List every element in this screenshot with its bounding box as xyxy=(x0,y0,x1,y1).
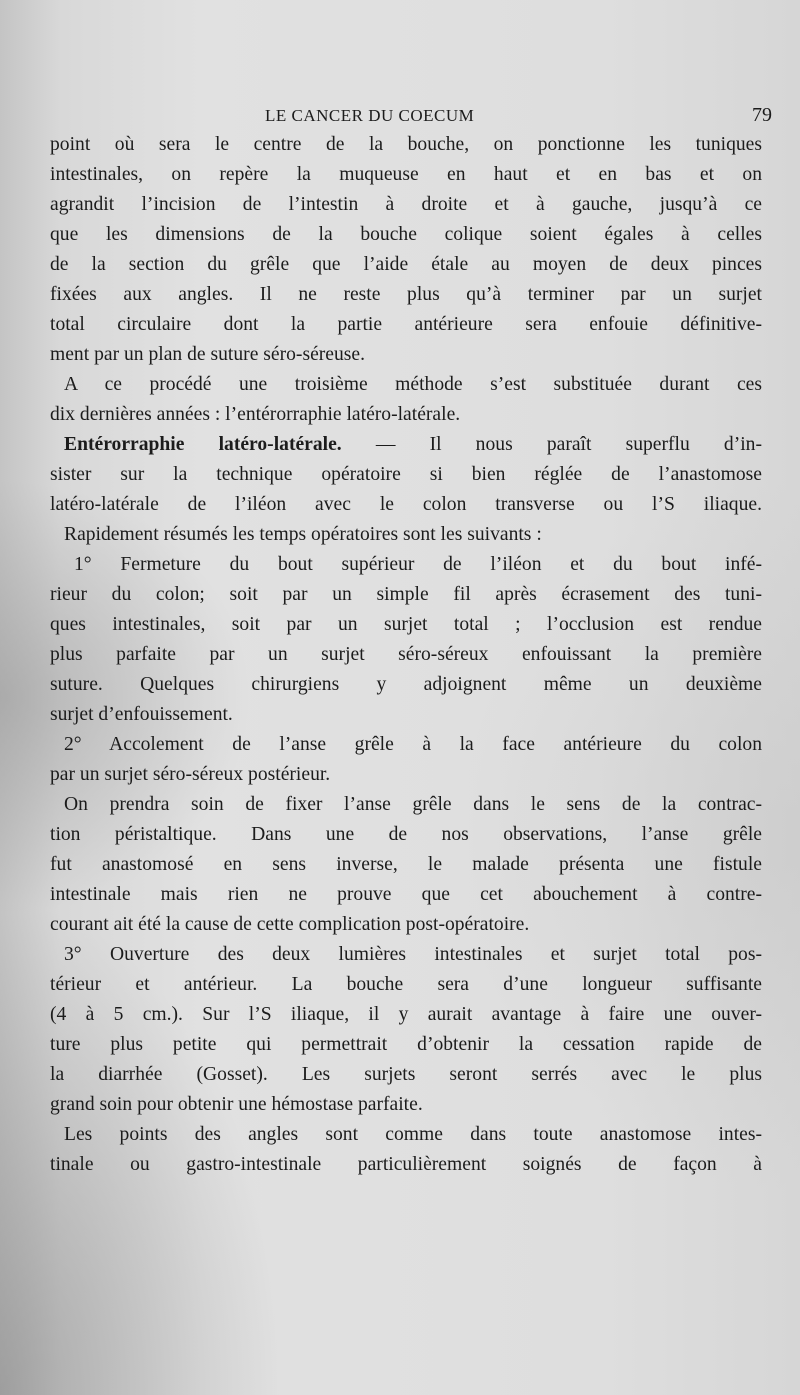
text-line: surjet d’enfouissement. xyxy=(50,704,233,725)
text-line: de la section du grêle que l’aide étale au moyen de deux pinces xyxy=(50,254,762,275)
text-line: la diarrhée (Gosset). Les surjets seront serrés avec le plus xyxy=(50,1064,762,1085)
text-line: grand soin pour obtenir une hémostase parfaite. xyxy=(50,1094,423,1115)
page-number: 79 xyxy=(752,104,772,126)
text-line: sister sur la technique opératoire si bien réglée de l’anastomose xyxy=(50,464,762,485)
text-line: Rapidement résumés les temps opératoires sont les suivants : xyxy=(64,524,542,545)
running-head-title: LE CANCER DU COECUM xyxy=(265,106,475,125)
text-line: (4 à 5 cm.). Sur l’S iliaque, il y aurait avantage à faire une ouver- xyxy=(50,1004,762,1025)
text-line: fut anastomosé en sens inverse, le malade présenta une fistule xyxy=(50,854,762,875)
text-line: dix dernières années : l’entérorraphie latéro-latérale. xyxy=(50,404,461,425)
text-line: ment par un plan de suture séro-séreuse. xyxy=(50,344,366,365)
section-heading: Entérorraphie latéro-latérale. xyxy=(64,434,342,455)
body-text xyxy=(50,130,762,1180)
text-line: total circulaire dont la partie antérieure sera enfouie définitive- xyxy=(50,314,762,335)
text-line: par un surjet séro-séreux postérieur. xyxy=(50,764,331,785)
text-line: tion péristaltique. Dans une de nos observations, l’anse grêle xyxy=(50,824,762,845)
text-line: agrandit l’incision de l’intestin à droite et à gauche, jusqu’à ce xyxy=(50,194,762,215)
text-line: point où sera le centre de la bouche, on ponctionne les tuniques xyxy=(50,134,762,155)
text-line: courant ait été la cause de cette complication post-opératoire. xyxy=(50,914,530,935)
text-line: Les points des angles sont comme dans toute anastomose intes- xyxy=(64,1124,762,1145)
text-line: 2° Accolement de l’anse grêle à la face antérieure du colon xyxy=(64,734,762,755)
text-line: ture plus petite qui permettrait d’obtenir la cessation rapide de xyxy=(50,1034,762,1055)
text-line: intestinales, on repère la muqueuse en haut et en bas et on xyxy=(50,164,762,185)
text-line: On prendra soin de fixer l’anse grêle dans le sens de la contrac- xyxy=(64,794,762,815)
text-line: 1° Fermeture du bout supérieur de l’iléon et du bout infé- xyxy=(74,554,762,575)
text-line: A ce procédé une troisième méthode s’est substituée durant ces xyxy=(64,374,762,395)
section-heading-line xyxy=(50,430,762,460)
text-line: intestinale mais rien ne prouve que cet abouchement à contre- xyxy=(50,884,762,905)
text-line: que les dimensions de la bouche colique soient égales à celles xyxy=(50,224,762,245)
text-line: latéro-latérale de l’iléon avec le colon transverse ou l’S iliaque. xyxy=(50,494,762,515)
text-line: térieur et antérieur. La bouche sera d’une longueur suffisante xyxy=(50,974,762,995)
text-line: rieur du colon; soit par un simple fil après écrasement des tuni- xyxy=(50,584,762,605)
text-line: fixées aux angles. Il ne reste plus qu’à terminer par un surjet xyxy=(50,284,762,305)
text-line: tinale ou gastro-intestinale particulièrement soignés de façon à xyxy=(50,1154,762,1175)
text-line: plus parfaite par un surjet séro-séreux enfouissant la première xyxy=(50,644,762,665)
text-line: suture. Quelques chirurgiens y adjoignent même un deuxième xyxy=(50,674,762,695)
section-heading-continuation: — Il nous paraît superflu d’in- xyxy=(341,434,762,455)
text-line: 3° Ouverture des deux lumières intestinales et surjet total pos- xyxy=(64,944,762,965)
text-line: ques intestinales, soit par un surjet total ; l’occlusion est rendue xyxy=(50,614,762,635)
